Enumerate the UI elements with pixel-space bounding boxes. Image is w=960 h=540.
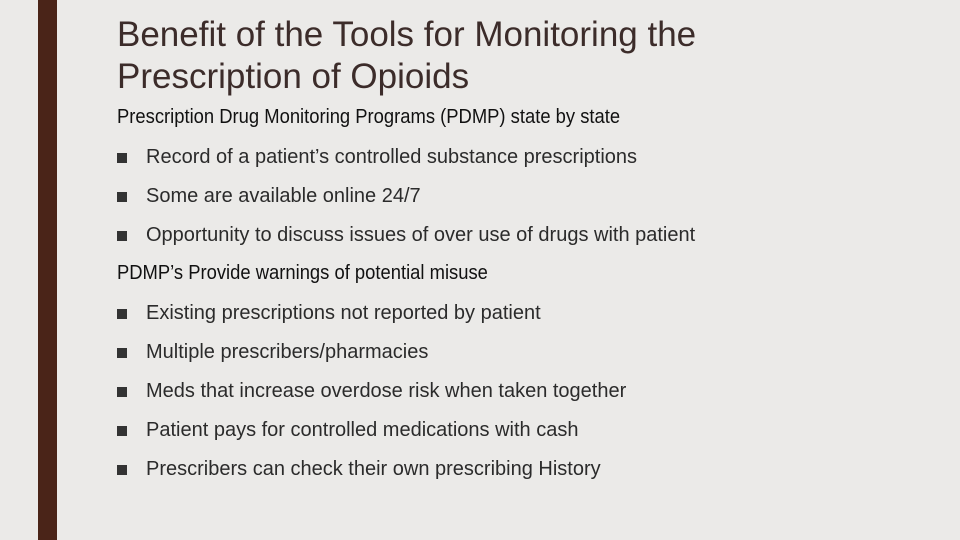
section-heading-warnings: PDMP’s Provide warnings of potential misuse [117,262,488,284]
square-bullet-icon [117,153,127,163]
bullet-item [117,185,421,208]
accent-bar [38,0,57,540]
bullet-item [117,224,695,247]
bullet-text: Opportunity to discuss issues of over use of drugs with patient [146,224,696,246]
square-bullet-icon [117,231,127,241]
slide-title-line-2: Prescription of Opioids [117,57,470,96]
slide-title [117,14,917,98]
square-bullet-icon [117,387,127,397]
bullet-item [117,146,637,169]
square-bullet-icon [117,192,127,202]
square-bullet-icon [117,348,127,358]
bullet-text: Patient pays for controlled medications with cash [146,419,579,441]
bullet-text: Prescribers can check their own prescribing History [146,458,601,480]
bullet-text: Record of a patient’s controlled substance prescriptions [146,146,638,168]
bullet-item [117,419,578,442]
square-bullet-icon [117,465,127,475]
slide-title-line-1: Benefit of the Tools for Monitoring the [117,15,697,54]
bullet-text: Multiple prescribers/pharmacies [146,341,429,363]
bullet-text: Some are available online 24/7 [146,185,421,207]
square-bullet-icon [117,426,127,436]
bullet-item [117,302,541,325]
bullet-item [117,341,428,364]
square-bullet-icon [117,309,127,319]
bullet-text: Meds that increase overdose risk when taken together [146,380,627,402]
bullet-text: Existing prescriptions not reported by patient [146,302,541,324]
section-heading-pdmp: Prescription Drug Monitoring Programs (PDMP) state by state [117,106,621,128]
bullet-item [117,458,601,481]
bullet-item [117,380,626,403]
